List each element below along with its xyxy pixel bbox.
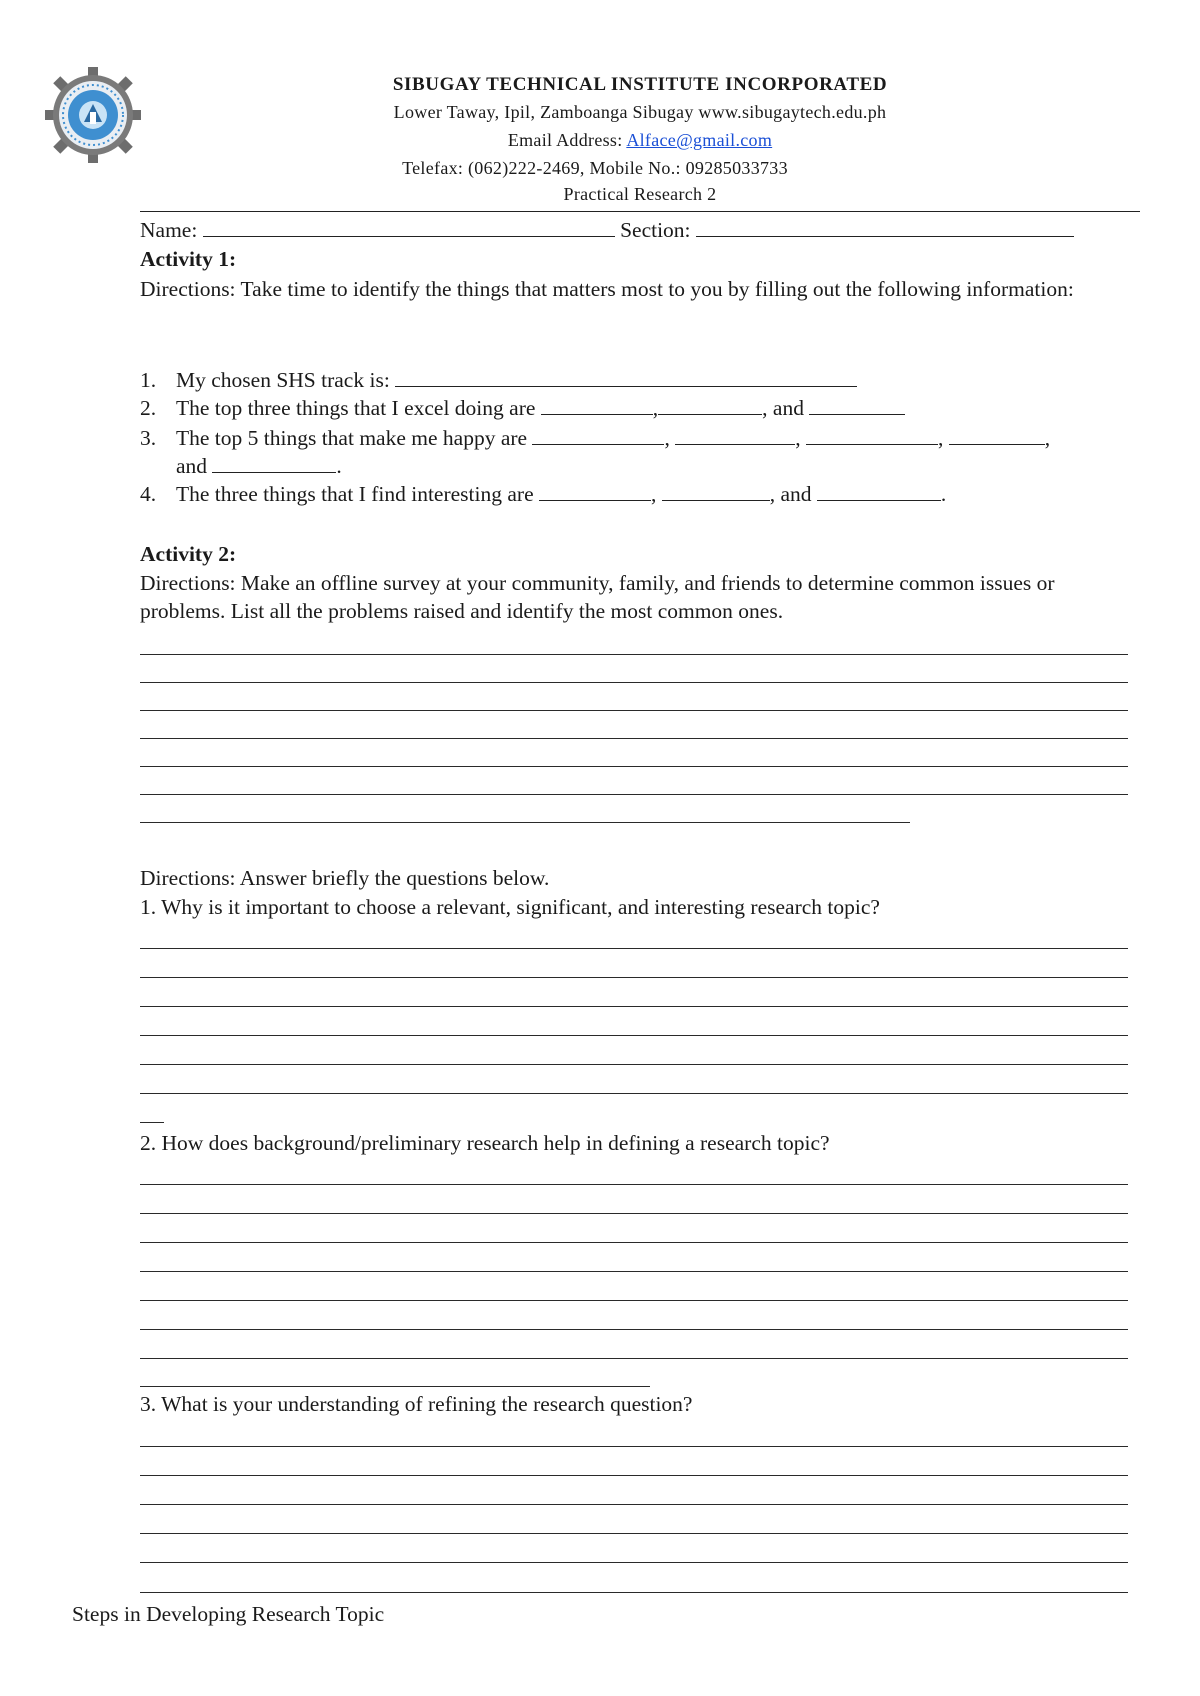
separator: , — [937, 426, 944, 450]
section-label: Section: — [620, 218, 691, 242]
school-seal-icon — [44, 66, 142, 164]
name-section-row — [140, 216, 1140, 244]
answer-line[interactable] — [140, 1064, 1128, 1065]
happy-field-5[interactable] — [212, 454, 336, 473]
answer-line[interactable] — [140, 682, 1128, 683]
answer-line[interactable] — [140, 1358, 1128, 1359]
happy-field-3[interactable] — [806, 426, 938, 445]
activity2-directions: Directions: Make an offline survey at your community, family, and friends to determine common issues or problems. List all the problems raised and identify the most common ones. — [140, 571, 1055, 623]
answer-line[interactable] — [140, 1213, 1128, 1214]
separator: , — [652, 396, 659, 420]
email-link[interactable]: Alface@gmail.com — [626, 130, 773, 150]
item-text: The three things that I find interesting are — [176, 482, 534, 506]
name-label: Name: — [140, 218, 198, 242]
answer-line[interactable] — [140, 822, 910, 823]
item-text: The top 5 things that make me happy are — [176, 426, 528, 450]
answer-line[interactable] — [140, 1592, 1128, 1593]
shs-track-field[interactable] — [395, 368, 857, 387]
interesting-field-3[interactable] — [817, 482, 941, 501]
excel-field-1[interactable] — [541, 396, 653, 415]
list-item — [176, 480, 946, 508]
answer-line[interactable] — [140, 766, 1128, 767]
questions-directions: Directions: Answer briefly the questions below. — [140, 866, 550, 890]
activity1-directions: Directions: Take time to identify the things that matters most to you by filling out the following information: — [140, 277, 1074, 301]
interesting-field-2[interactable] — [662, 482, 770, 501]
answer-line[interactable] — [140, 738, 1128, 739]
list-item — [176, 394, 905, 422]
item-text: and — [176, 454, 208, 478]
answer-line[interactable] — [140, 1446, 1128, 1447]
section-field[interactable] — [696, 218, 1074, 237]
answer-line[interactable] — [140, 1475, 1128, 1476]
answer-line[interactable] — [140, 710, 1128, 711]
separator: . — [940, 482, 947, 506]
item-number: 3. — [140, 426, 157, 450]
page-footer: Steps in Developing Research Topic — [72, 1602, 385, 1626]
answer-line[interactable] — [140, 1006, 1128, 1007]
happy-field-1[interactable] — [532, 426, 664, 445]
interesting-field-1[interactable] — [539, 482, 651, 501]
question-3: 3. What is your understanding of refining the research question? — [140, 1392, 693, 1416]
list-item-continuation — [176, 452, 342, 480]
subject-title: Practical Research 2 — [563, 184, 717, 204]
answer-line[interactable] — [140, 1035, 1128, 1036]
item-number: 2. — [140, 396, 157, 420]
answer-line[interactable] — [140, 1242, 1128, 1243]
answer-line[interactable] — [140, 1386, 650, 1387]
institution-telefax: Telefax: (062)222-2469, Mobile No.: 09285033733 — [402, 158, 788, 178]
item-number: 4. — [140, 482, 157, 506]
item-text: My chosen SHS track is: — [176, 368, 390, 392]
institution-name: SIBUGAY TECHNICAL INSTITUTE INCORPORATED — [392, 74, 888, 95]
excel-field-2[interactable] — [658, 396, 762, 415]
answer-line[interactable] — [140, 654, 1128, 655]
list-item — [176, 366, 857, 394]
answer-line[interactable] — [140, 794, 1128, 795]
activity2-title: Activity 2: — [140, 542, 237, 566]
institution-email-line — [300, 130, 980, 151]
institution-address: Lower Taway, Ipil, Zamboanga Sibugay www.sibugaytech.edu.ph — [393, 102, 887, 122]
answer-line[interactable] — [140, 1093, 1128, 1094]
answer-line[interactable] — [140, 977, 1128, 978]
list-item — [176, 424, 1050, 452]
item-number: 1. — [140, 368, 157, 392]
separator: , — [795, 426, 801, 450]
happy-field-4[interactable] — [949, 426, 1045, 445]
answer-line[interactable] — [140, 1184, 1128, 1185]
answer-line[interactable] — [140, 1329, 1128, 1330]
question-2: 2. How does background/preliminary research help in defining a research topic? — [140, 1131, 830, 1155]
question-1: 1. Why is it important to choose a relevant, significant, and interesting research topic? — [140, 895, 880, 919]
answer-line[interactable] — [140, 1300, 1128, 1301]
answer-line[interactable] — [140, 1271, 1128, 1272]
separator: , — [664, 426, 670, 450]
answer-line[interactable] — [140, 1122, 164, 1123]
separator: , and — [762, 396, 804, 420]
separator: . — [336, 454, 342, 478]
email-label: Email Address: — [507, 130, 627, 150]
separator: , — [1044, 426, 1051, 450]
excel-field-3[interactable] — [809, 396, 905, 415]
answer-line[interactable] — [140, 948, 1128, 949]
answer-line[interactable] — [140, 1533, 1128, 1534]
answer-line[interactable] — [140, 1504, 1128, 1505]
header-divider — [140, 211, 1140, 212]
separator: , and — [769, 482, 812, 506]
item-text: The top three things that I excel doing are — [176, 396, 536, 420]
activity1-title: Activity 1: — [140, 247, 237, 271]
answer-line[interactable] — [140, 1562, 1128, 1563]
happy-field-2[interactable] — [675, 426, 795, 445]
separator: , — [651, 482, 657, 506]
name-field[interactable] — [203, 218, 615, 237]
